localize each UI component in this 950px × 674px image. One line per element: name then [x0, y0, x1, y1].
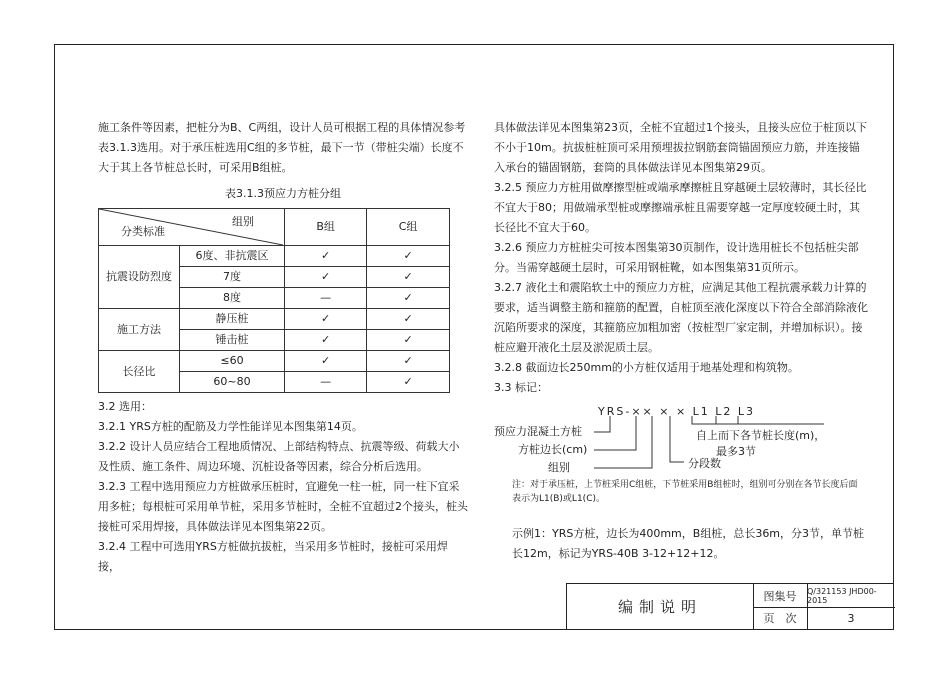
marking-note: 注：对于承压桩，上节桩采用C组桩，下节桩采用B组桩时，组别可分别在各节长度后面表示为L1(B)或L1(C)。 — [512, 480, 858, 504]
mark-code: YRS-×× × × L1 L2 L3 — [598, 405, 756, 418]
section-3-2-2: 3.2.2 设计人员应结合工程地质情况、上部结构特点、抗震等级、荷载大小及性质、施工条件、周边环境、沉桩设备等因素，综合分析后选用。 — [98, 440, 460, 473]
paragraph-continued: 具体做法详见本图集第23页，全桩不宜超过1个接头，且接头应位于桩顶以下不小于10m。抗拔桩桩顶可采用预埋拔拉钢筋套筒锚固预应力筋，并连接锚入承台的锚固钢筋，套筒的具体做法详见本图集第29页。 — [494, 121, 867, 174]
cell-c: ✓ — [367, 330, 450, 351]
cell-c: ✓ — [367, 267, 450, 288]
right-column — [494, 118, 869, 564]
cell-b: — — [285, 288, 367, 309]
cell-b: ✓ — [285, 267, 367, 288]
paragraph-continued: 施工条件等因素，把桩分为B、C两组，设计人员可根据工程的具体情况参考表3.1.3选用。对于承压桩选用C组的多节桩，最下一节（带桩尖端）长度不大于其上各节桩总长时，可采用B组桩。 — [98, 121, 466, 174]
cell-c: ✓ — [367, 351, 450, 372]
table-caption: 表3.1.3预应力方桩分组 — [225, 187, 341, 200]
section-3-3: 3.3 标记： — [494, 381, 548, 394]
section-3-2-4: 3.2.4 工程中可选用YRS方桩做抗拔桩，当采用多节桩时，接桩可采用焊接， — [98, 540, 448, 573]
label-segment-lengths: 自上而下各节桩长度(m)， — [696, 429, 826, 442]
header-group-label: 组别 — [232, 215, 254, 228]
cell-c: ✓ — [367, 246, 450, 267]
section-3-2-3: 3.2.3 工程中选用预应力方桩做承压桩时，宜避免一柱一桩，同一柱下宜采用多桩；每根桩可采用单节桩，采用多节桩时，全桩不宜超过2个接头，桩头接桩可采用焊接，具体做法详见本图集第22页。 — [98, 480, 468, 533]
row-label: 静压桩 — [180, 309, 285, 330]
header-c: C组 — [367, 209, 450, 246]
header-criteria-label: 分类标准 — [121, 225, 165, 238]
group-name: 抗震设防烈度 — [99, 246, 180, 309]
cell-b: ✓ — [285, 246, 367, 267]
page-number: 3 — [847, 611, 855, 625]
drawing-title: 编制说明 — [567, 584, 754, 629]
label-side-length: 方桩边长(cm) — [518, 443, 588, 456]
row-label: 8度 — [180, 288, 285, 309]
row-label: 7度 — [180, 267, 285, 288]
table-diagonal-header — [99, 209, 285, 246]
label-group: 组别 — [548, 461, 570, 474]
atlas-number: Q/321153 JHD00-2015 — [807, 584, 895, 608]
section-3-2-5: 3.2.5 预应力方桩用做摩擦型桩或端承摩擦桩且穿越硬土层较薄时，其长径比不宜大于80；用做端承型桩或摩擦端承桩且需要穿越一定厚度较硬土时，其长径比不宜大于60。 — [494, 181, 867, 234]
cell-b: ✓ — [285, 309, 367, 330]
group-name: 施工方法 — [99, 309, 180, 351]
cell-c: ✓ — [367, 309, 450, 330]
cell-c: ✓ — [367, 372, 450, 393]
label-max-segments: 最多3节 — [716, 445, 756, 458]
section-3-2-1: 3.2.1 YRS方桩的配筋及力学性能详见本图集第14页。 — [98, 420, 363, 433]
section-3-2-8: 3.2.8 截面边长250mm的小方桩仅适用于地基处理和构筑物。 — [494, 361, 799, 374]
left-column — [98, 118, 468, 577]
label-pile-type: 预应力混凝土方桩 — [494, 425, 582, 438]
section-3-2-6: 3.2.6 预应力方桩桩尖可按本图集第30页制作，设计选用桩长不包括桩尖部分。当需穿越硬土层时，可采用钢桩靴，如本图集第31页所示。 — [494, 241, 859, 274]
cell-b: — — [285, 372, 367, 393]
section-3-2: 3.2 选用： — [98, 400, 152, 413]
title-block — [566, 583, 894, 630]
cell-b: ✓ — [285, 330, 367, 351]
label-segment-count: 分段数 — [688, 457, 721, 470]
cell-c: ✓ — [367, 288, 450, 309]
marking-diagram — [494, 402, 869, 520]
atlas-label: 图集号 — [753, 584, 808, 608]
group-name: 长径比 — [99, 351, 180, 393]
header-b: B组 — [285, 209, 367, 246]
page-label: 页 次 — [753, 607, 808, 629]
row-label: 6度、非抗震区 — [180, 246, 285, 267]
section-3-2-7: 3.2.7 液化土和震陷软土中的预应力方桩，应满足其他工程抗震承载力计算的要求，适当调整主筋和箍筋的配置，自桩顶至液化深度以下符合全部消除液化沉陷所要求的深度，其箍筋应加粗加密（按桩型厂家定制，并增加标识）。接桩应避开液化土层及淤泥质土层。 — [494, 281, 868, 354]
pile-group-table — [98, 208, 450, 393]
row-label: ≤60 — [180, 351, 285, 372]
row-label: 60~80 — [180, 372, 285, 393]
cell-b: ✓ — [285, 351, 367, 372]
marking-example: 示例1：YRS方桩，边长为400mm，B组桩，总长36m，分3节，单节桩长12m，标记为YRS-40B 3-12+12+12。 — [512, 527, 865, 560]
row-label: 锤击桩 — [180, 330, 285, 351]
